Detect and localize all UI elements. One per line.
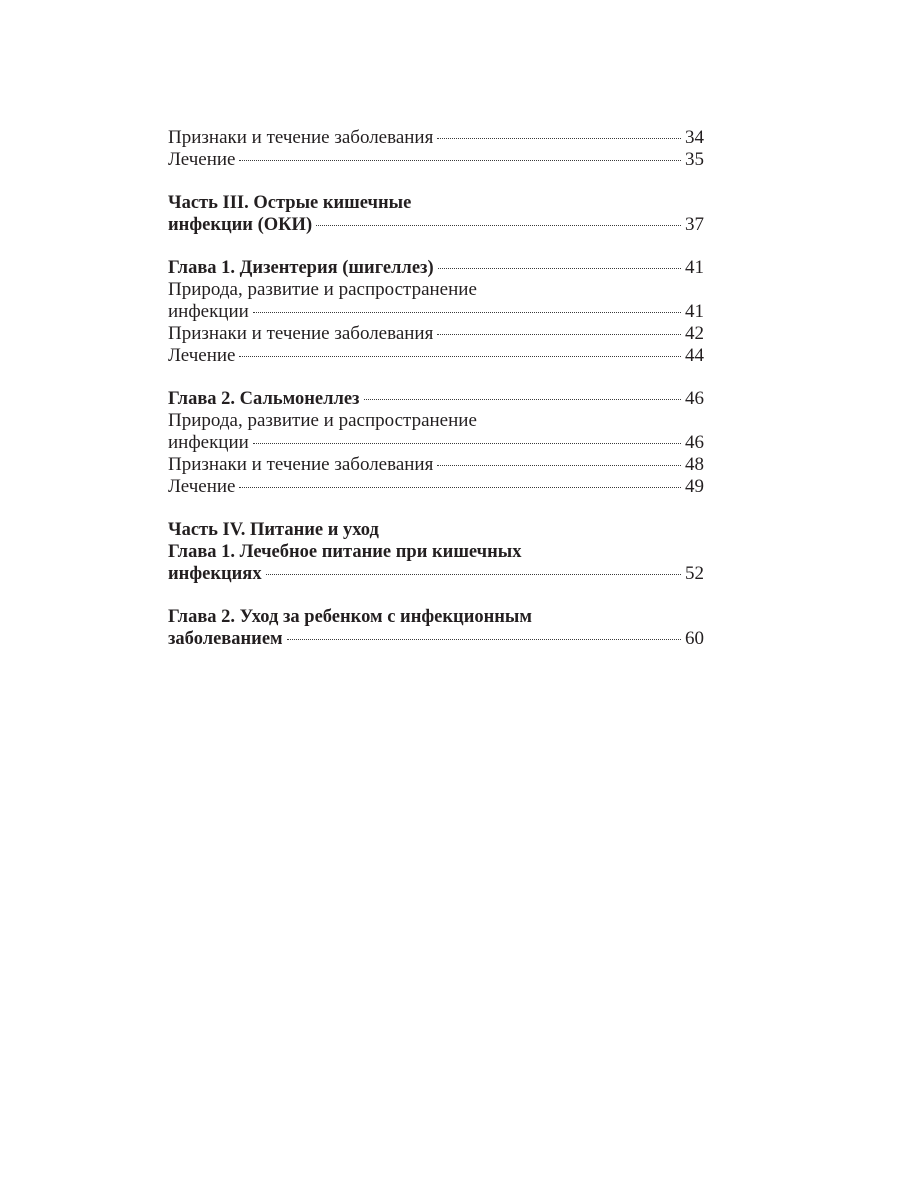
- dot-leader: [437, 465, 681, 466]
- toc-entry: [168, 301, 704, 323]
- dot-leader: [287, 639, 681, 640]
- toc-page-number: 49: [685, 476, 704, 497]
- toc-entry: [168, 127, 704, 149]
- toc-entry: [168, 410, 704, 432]
- toc-entry-title: Природа, развитие и распространение: [168, 410, 477, 431]
- toc-entry-title: инфекции: [168, 432, 249, 453]
- toc-entry: [168, 323, 704, 345]
- toc-page-number: 34: [685, 127, 704, 148]
- toc-chapter-heading: [168, 388, 704, 410]
- toc-part-heading: [168, 192, 704, 214]
- toc-entry-title: Лечение: [168, 476, 236, 497]
- dot-leader: [364, 399, 682, 400]
- toc-part-heading: [168, 214, 704, 236]
- dot-leader: [239, 160, 681, 161]
- toc-entry-title: Признаки и течение заболевания: [168, 127, 434, 148]
- toc-entry-title: Глава 1. Лечебное питание при кишечных: [168, 542, 522, 562]
- toc-entry-title: Природа, развитие и распространение: [168, 279, 477, 300]
- toc-entry-title: Лечение: [168, 149, 236, 170]
- toc-entry-title: Часть IV. Питание и уход: [168, 520, 379, 540]
- toc-entry-title: Признаки и течение заболевания: [168, 323, 434, 344]
- toc-entry-title: инфекциях: [168, 564, 262, 584]
- toc-page-number: 48: [685, 454, 704, 475]
- toc-page-number: 41: [685, 257, 704, 278]
- dot-leader: [266, 574, 681, 575]
- toc-entry: [168, 454, 704, 476]
- toc-entry-title: Часть III. Острые кишечные: [168, 193, 412, 213]
- toc-part-heading: [168, 519, 704, 541]
- toc-page-number: 60: [685, 628, 704, 649]
- toc-page-number: 52: [685, 563, 704, 584]
- toc-page-number: 46: [685, 432, 704, 453]
- toc-chapter-heading: [168, 606, 704, 628]
- toc-entry-title: Глава 2. Сальмонеллез: [168, 389, 360, 409]
- toc-entry-title: Глава 2. Уход за ребенком с инфекционным: [168, 607, 532, 627]
- toc-page-number: 42: [685, 323, 704, 344]
- toc-chapter-heading: [168, 628, 704, 650]
- dot-leader: [437, 138, 681, 139]
- toc-entry-title: Лечение: [168, 345, 236, 366]
- toc-entry: [168, 432, 704, 454]
- dot-leader: [316, 225, 681, 226]
- dot-leader: [239, 356, 681, 357]
- toc-entry: [168, 149, 704, 171]
- toc-entry-title: инфекции (ОКИ): [168, 215, 313, 235]
- toc-entry-title: инфекции: [168, 301, 249, 322]
- toc-page-number: 46: [685, 388, 704, 409]
- toc-page-number: 37: [685, 214, 704, 235]
- toc-chapter-heading: [168, 257, 704, 279]
- toc-page-number: 41: [685, 301, 704, 322]
- toc-chapter-heading: [168, 563, 704, 585]
- toc-entry-title: заболеванием: [168, 629, 283, 649]
- toc-page-number: 44: [685, 345, 704, 366]
- toc-entry: [168, 345, 704, 367]
- dot-leader: [239, 487, 681, 488]
- table-of-contents: [168, 127, 704, 650]
- toc-entry: [168, 279, 704, 301]
- toc-page-number: 35: [685, 149, 704, 170]
- toc-entry-title: Признаки и течение заболевания: [168, 454, 434, 475]
- dot-leader: [437, 334, 681, 335]
- toc-entry-title: Глава 1. Дизентерия (шигеллез): [168, 258, 434, 278]
- dot-leader: [253, 312, 681, 313]
- toc-entry: [168, 476, 704, 498]
- toc-chapter-heading: [168, 541, 704, 563]
- dot-leader: [438, 268, 681, 269]
- dot-leader: [253, 443, 681, 444]
